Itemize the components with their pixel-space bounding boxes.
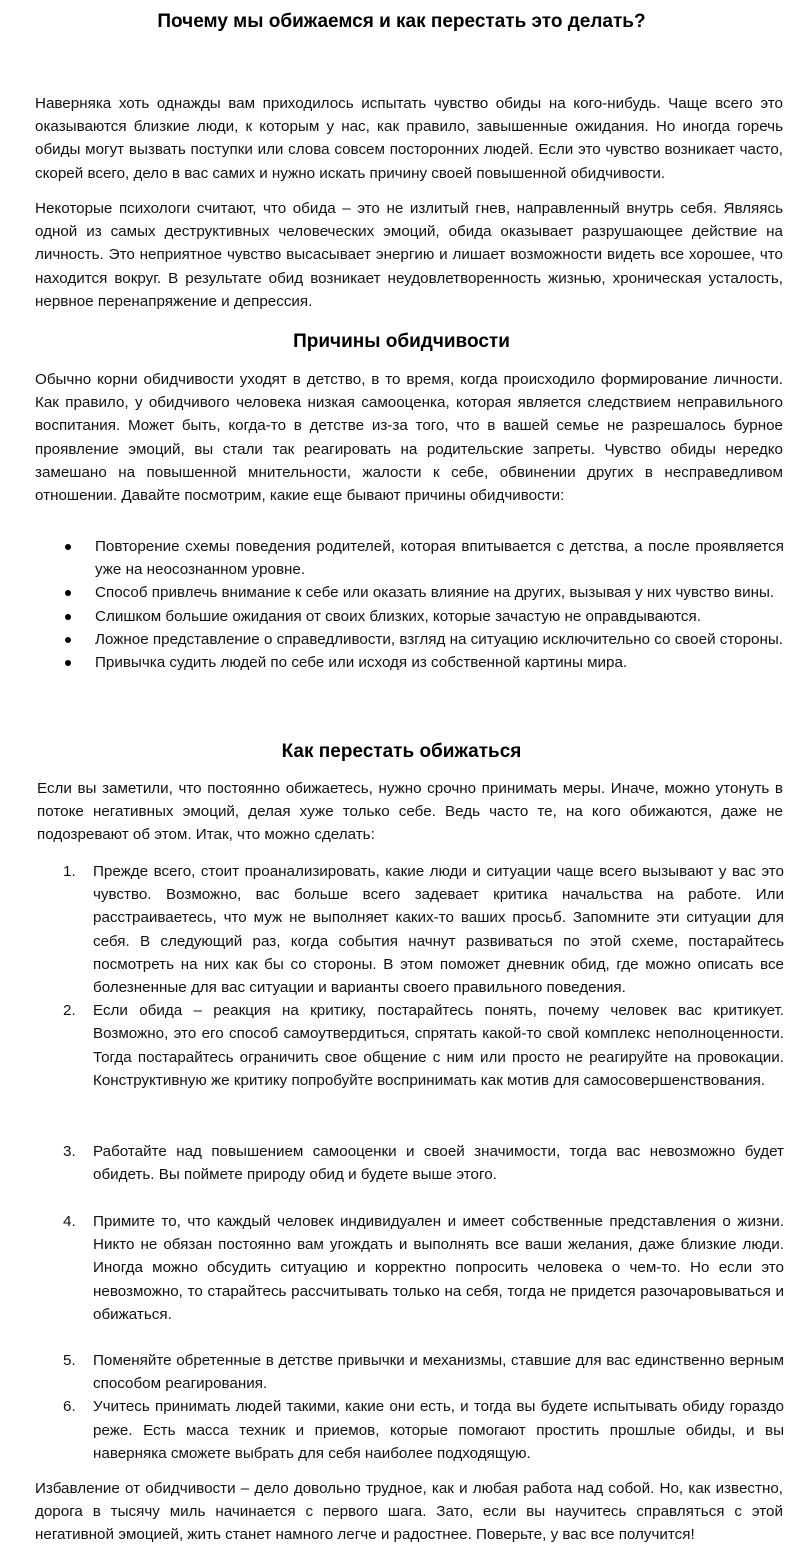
steps-list-d: [63, 1349, 784, 1465]
list-item: 1. Прежде всего, стоит проанализировать, какие люди и ситуации чаще всего вызывают у вас это чувство. Возможно, вас больше всего задевает критика начальства на работе. Или расстраиваетесь, что муж не выполняет каких-то ваших просьб. Запомните эти ситуации для себя. В следующий раз, когда события начнут развиваться по этой схеме, постарайтесь посмотреть на них как бы со стороны. В этом поможет дневник обид, где можно описать все болезненные для вас ситуации и варианты своего правильного поведения.: [93, 860, 784, 999]
bullet-icon: [65, 544, 71, 550]
how-to-stop-paragraph: Если вы заметили, что постоянно обижаетесь, нужно срочно принимать меры. Иначе, можно утонуть в потоке негативных эмоций, делая хуже только себе. Ведь часто те, на кого обижаются, даже не подозревают об этом. Итак, что можно сделать:: [37, 780, 783, 844]
section-heading-how-to-stop: Как перестать обижаться: [281, 741, 522, 762]
list-item: Ложное представление о справедливости, взгляд на ситуацию исключительно со своей стороны.: [95, 628, 784, 651]
causes-paragraph: Обычно корни обидчивости уходят в детство, в то время, когда происходило формирование личности. Как правило, у обидчивого человека низкая самооценка, которая является следствием неправильного воспитания. Может быть, когда-то в детстве из-за того, что в вашей семье не разрешалось бурное проявление эмоций, вы стали так реагировать на родительские запреты. Чувство обиды нередко замешано на повышенной мнительности, жалости к себе, обвинении других в несправедливом отношении. Давайте посмотрим, какие еще бывают причины обидчивости:: [35, 371, 783, 505]
page-title: Почему мы обижаемся и как перестать это делать?: [157, 11, 646, 32]
list-item: Повторение схемы поведения родителей, которая впитывается с детства, а после проявляется уже на неосознанном уровне.: [95, 535, 784, 581]
bullet-icon: [65, 590, 71, 596]
list-item: Слишком большие ожидания от своих близких, которые зачастую не оправдываются.: [95, 605, 784, 628]
list-number: 4.: [63, 1213, 76, 1230]
causes-list: [95, 535, 784, 674]
bullet-icon: [65, 637, 71, 643]
list-number: 5.: [63, 1352, 76, 1369]
list-item: 4. Примите то, что каждый человек индивидуален и имеет собственные представления о жизни. Никто не обязан постоянно вам угождать и выполнять все ваши желания, даже близкие люди. Иногда можно обсудить ситуацию и корректно попросить человека о чем-то. Но если это невозможно, то старайтесь рассчитывать только на себя, тогда не придется разочаровываться и обижаться.: [93, 1210, 784, 1326]
list-number: 3.: [63, 1143, 76, 1160]
list-item: 3. Работайте над повышением самооценки и своей значимости, тогда вас невозможно будет обидеть. Вы поймете природу обид и будете выше этого.: [93, 1140, 784, 1186]
list-item: 6. Учитесь принимать людей такими, какие они есть, и тогда вы будете испытывать обиду гораздо реже. Есть масса техник и приемов, которые помогают простить прошлые обиды, и вы наверняка сможете выбрать для себя наиболее подходящую.: [93, 1395, 784, 1465]
list-item: Способ привлечь внимание к себе или оказать влияние на других, вызывая у них чувство вины.: [95, 581, 784, 604]
bullet-icon: [65, 660, 71, 666]
conclusion-paragraph: Избавление от обидчивости – дело довольно трудное, как и любая работа над собой. Но, как известно, дорога в тысячу миль начинается с первого шага. Зато, если вы научитесь справляться с этой негативной эмоцией, жить станет намного легче и радостнее. Поверьте, у вас все получится!: [35, 1480, 783, 1544]
list-number: 2.: [63, 1002, 76, 1020]
list-number: 1.: [63, 863, 76, 880]
steps-list-b: [63, 1140, 784, 1186]
list-item: 2. Если обида – реакция на критику, постарайтесь понять, почему человек вас критикует. Возможно, это его способ самоутвердиться, спрятать какой-то свой комплекс неполноценности. Тогда постарайтесь ограничить свое общение с ним или просто не реагируйте на провокации. Конструктивную же критику попробуйте воспринимать как мотив для самосовершенствования.: [93, 999, 784, 1092]
list-item: Привычка судить людей по себе или исходя из собственной картины мира.: [95, 651, 784, 674]
list-item: 5. Поменяйте обретенные в детстве привычки и механизмы, ставшие для вас единственно верным способом реагирования.: [93, 1349, 784, 1395]
intro-paragraph-2: Некоторые психологи считают, что обида – это не излитый гнев, направленный внутрь себя. Являясь одной из самых деструктивных человеческих эмоций, обида оказывает разрушающее действие на личность. Это неприятное чувство высасывает энергию и лишает возможности видеть все хорошее, что находится вокруг. В результате обид возникает неудовлетворенность жизнью, хроническая усталость, нервное перенапряжение и депрессия.: [35, 200, 783, 310]
steps-list-c: [63, 1210, 784, 1326]
list-number: 6.: [63, 1398, 76, 1416]
section-heading-causes: Причины обидчивости: [293, 331, 510, 352]
steps-list-a: [63, 860, 784, 1092]
intro-paragraph-1: Наверняка хоть однажды вам приходилось испытать чувство обиды на кого-нибудь. Чаще всего это оказываются близкие люди, к которым у нас, как правило, завышенные ожидания. Но иногда горечь обиды могут вызвать поступки или слова совсем посторонних людей. Если это чувство возникает часто, скорей всего, дело в вас самих и нужно искать причину своей повышенной обидчивости.: [35, 95, 783, 182]
bullet-icon: [65, 614, 71, 620]
